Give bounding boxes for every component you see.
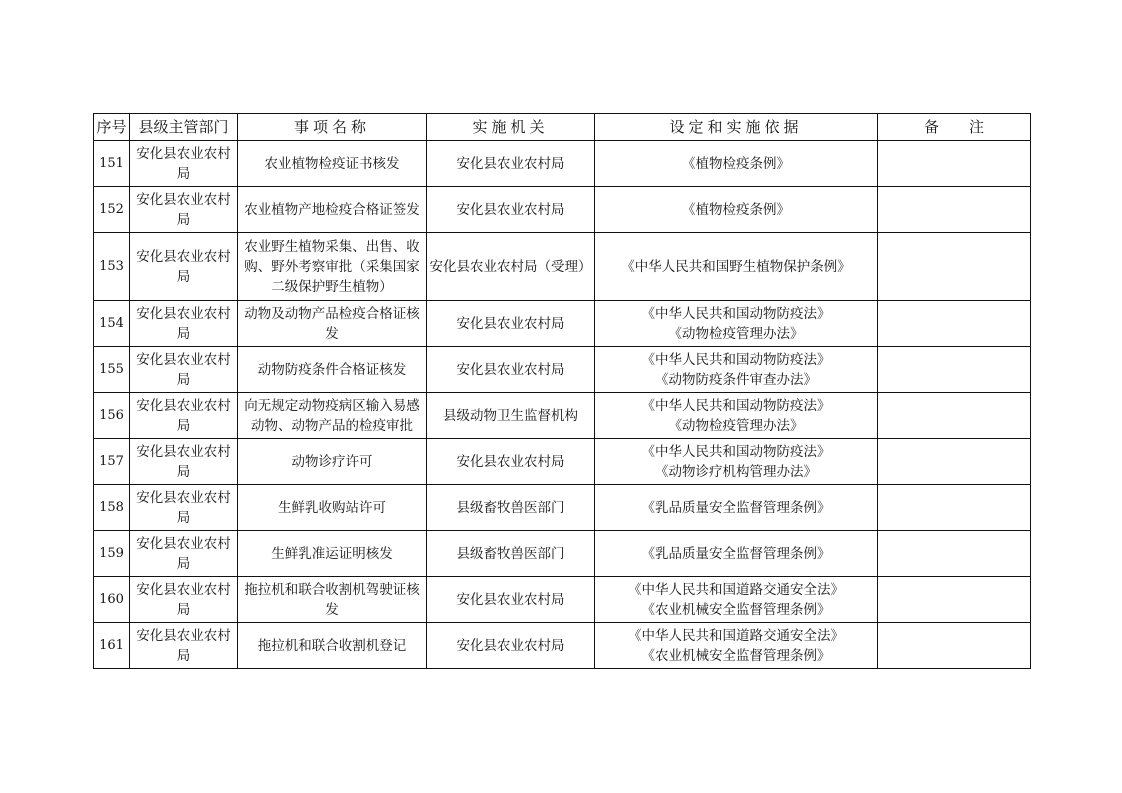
cell-remarks — [878, 187, 1031, 233]
cell-serial-number: 152 — [94, 187, 130, 233]
cell-item-name: 农业野生植物采集、出售、收购、野外考察审批（采集国家二级保护野生植物） — [238, 233, 427, 301]
cell-item-name: 生鲜乳准运证明核发 — [238, 531, 427, 577]
cell-implementing-agency: 县级动物卫生监督机构 — [427, 393, 595, 439]
legal-basis-line: 《中华人民共和国动物防疫法》 — [641, 443, 831, 460]
legal-basis-line: 《农业机械安全监督管理条例》 — [641, 647, 831, 664]
table-row — [94, 187, 1031, 233]
cell-implementing-agency: 安化县农业农村局（受理） — [427, 233, 595, 301]
cell-legal-basis — [595, 233, 878, 301]
cell-remarks — [878, 531, 1031, 577]
cell-remarks — [878, 485, 1031, 531]
cell-implementing-agency: 安化县农业农村局 — [427, 301, 595, 347]
legal-basis-line: 《中华人民共和国野生植物保护条例》 — [621, 258, 851, 275]
cell-legal-basis — [595, 187, 878, 233]
cell-implementing-agency: 安化县农业农村局 — [427, 187, 595, 233]
cell-serial-number: 151 — [94, 141, 130, 187]
cell-implementing-agency: 安化县农业农村局 — [427, 577, 595, 623]
cell-department: 安化县农业农村局 — [130, 531, 238, 577]
legal-basis-line: 《动物检疫管理办法》 — [668, 325, 804, 342]
cell-department: 安化县农业农村局 — [130, 485, 238, 531]
cell-legal-basis — [595, 141, 878, 187]
table-row — [94, 485, 1031, 531]
legal-basis-line: 《中华人民共和国道路交通安全法》 — [628, 581, 844, 598]
legal-basis-line: 《动物防疫条件审查办法》 — [655, 371, 817, 388]
cell-remarks — [878, 141, 1031, 187]
cell-legal-basis — [595, 623, 878, 669]
table-row — [94, 531, 1031, 577]
header-item-name: 事项名称 — [238, 114, 427, 141]
cell-serial-number: 156 — [94, 393, 130, 439]
header-legal-basis: 设定和实施依据 — [595, 114, 878, 141]
cell-serial-number: 158 — [94, 485, 130, 531]
cell-item-name: 生鲜乳收购站许可 — [238, 485, 427, 531]
cell-remarks — [878, 347, 1031, 393]
header-remarks: 备注 — [878, 114, 1031, 141]
table-header-row — [94, 114, 1031, 141]
cell-serial-number: 154 — [94, 301, 130, 347]
cell-remarks — [878, 393, 1031, 439]
cell-item-name: 拖拉机和联合收割机登记 — [238, 623, 427, 669]
cell-item-name: 拖拉机和联合收割机驾驶证核发 — [238, 577, 427, 623]
cell-item-name: 农业植物产地检疫合格证签发 — [238, 187, 427, 233]
cell-department: 安化县农业农村局 — [130, 623, 238, 669]
legal-basis-line: 《植物检疫条例》 — [682, 201, 790, 218]
cell-implementing-agency: 县级畜牧兽医部门 — [427, 485, 595, 531]
cell-legal-basis — [595, 485, 878, 531]
header-serial-number: 序号 — [94, 114, 130, 141]
table-row — [94, 439, 1031, 485]
cell-serial-number: 161 — [94, 623, 130, 669]
cell-department: 安化县农业农村局 — [130, 439, 238, 485]
cell-implementing-agency: 安化县农业农村局 — [427, 623, 595, 669]
table-row — [94, 347, 1031, 393]
cell-remarks — [878, 623, 1031, 669]
legal-basis-line: 《乳品质量安全监督管理条例》 — [641, 499, 831, 516]
legal-basis-line: 《动物诊疗机构管理办法》 — [655, 463, 817, 480]
legal-basis-line: 《中华人民共和国动物防疫法》 — [641, 397, 831, 414]
cell-item-name: 向无规定动物疫病区输入易感动物、动物产品的检疫审批 — [238, 393, 427, 439]
cell-department: 安化县农业农村局 — [130, 393, 238, 439]
cell-legal-basis — [595, 439, 878, 485]
cell-legal-basis — [595, 393, 878, 439]
table-row — [94, 301, 1031, 347]
cell-implementing-agency: 安化县农业农村局 — [427, 141, 595, 187]
cell-legal-basis — [595, 577, 878, 623]
cell-serial-number: 157 — [94, 439, 130, 485]
header-implementing-agency: 实施机关 — [427, 114, 595, 141]
cell-item-name: 动物诊疗许可 — [238, 439, 427, 485]
cell-legal-basis — [595, 347, 878, 393]
table-row — [94, 233, 1031, 301]
cell-department: 安化县农业农村局 — [130, 347, 238, 393]
cell-department: 安化县农业农村局 — [130, 233, 238, 301]
cell-remarks — [878, 233, 1031, 301]
cell-department: 安化县农业农村局 — [130, 301, 238, 347]
cell-item-name: 动物防疫条件合格证核发 — [238, 347, 427, 393]
legal-basis-line: 《中华人民共和国道路交通安全法》 — [628, 627, 844, 644]
cell-department: 安化县农业农村局 — [130, 141, 238, 187]
legal-basis-line: 《中华人民共和国动物防疫法》 — [641, 351, 831, 368]
header-department: 县级主管部门 — [130, 114, 238, 141]
cell-item-name: 动物及动物产品检疫合格证核发 — [238, 301, 427, 347]
cell-department: 安化县农业农村局 — [130, 187, 238, 233]
cell-legal-basis — [595, 531, 878, 577]
table-row — [94, 393, 1031, 439]
cell-serial-number: 155 — [94, 347, 130, 393]
table-body — [94, 141, 1031, 669]
cell-serial-number: 160 — [94, 577, 130, 623]
legal-basis-line: 《农业机械安全监督管理条例》 — [641, 601, 831, 618]
cell-implementing-agency: 安化县农业农村局 — [427, 439, 595, 485]
legal-basis-line: 《植物检疫条例》 — [682, 155, 790, 172]
cell-department: 安化县农业农村局 — [130, 577, 238, 623]
table-row — [94, 141, 1031, 187]
cell-implementing-agency: 县级畜牧兽医部门 — [427, 531, 595, 577]
table-row — [94, 577, 1031, 623]
cell-remarks — [878, 577, 1031, 623]
cell-serial-number: 153 — [94, 233, 130, 301]
administrative-items-table — [93, 113, 1031, 669]
table-row — [94, 623, 1031, 669]
cell-implementing-agency: 安化县农业农村局 — [427, 347, 595, 393]
cell-legal-basis — [595, 301, 878, 347]
legal-basis-line: 《动物检疫管理办法》 — [668, 417, 804, 434]
cell-serial-number: 159 — [94, 531, 130, 577]
legal-basis-line: 《中华人民共和国动物防疫法》 — [641, 305, 831, 322]
cell-item-name: 农业植物检疫证书核发 — [238, 141, 427, 187]
cell-remarks — [878, 439, 1031, 485]
legal-basis-line: 《乳品质量安全监督管理条例》 — [641, 545, 831, 562]
cell-remarks — [878, 301, 1031, 347]
